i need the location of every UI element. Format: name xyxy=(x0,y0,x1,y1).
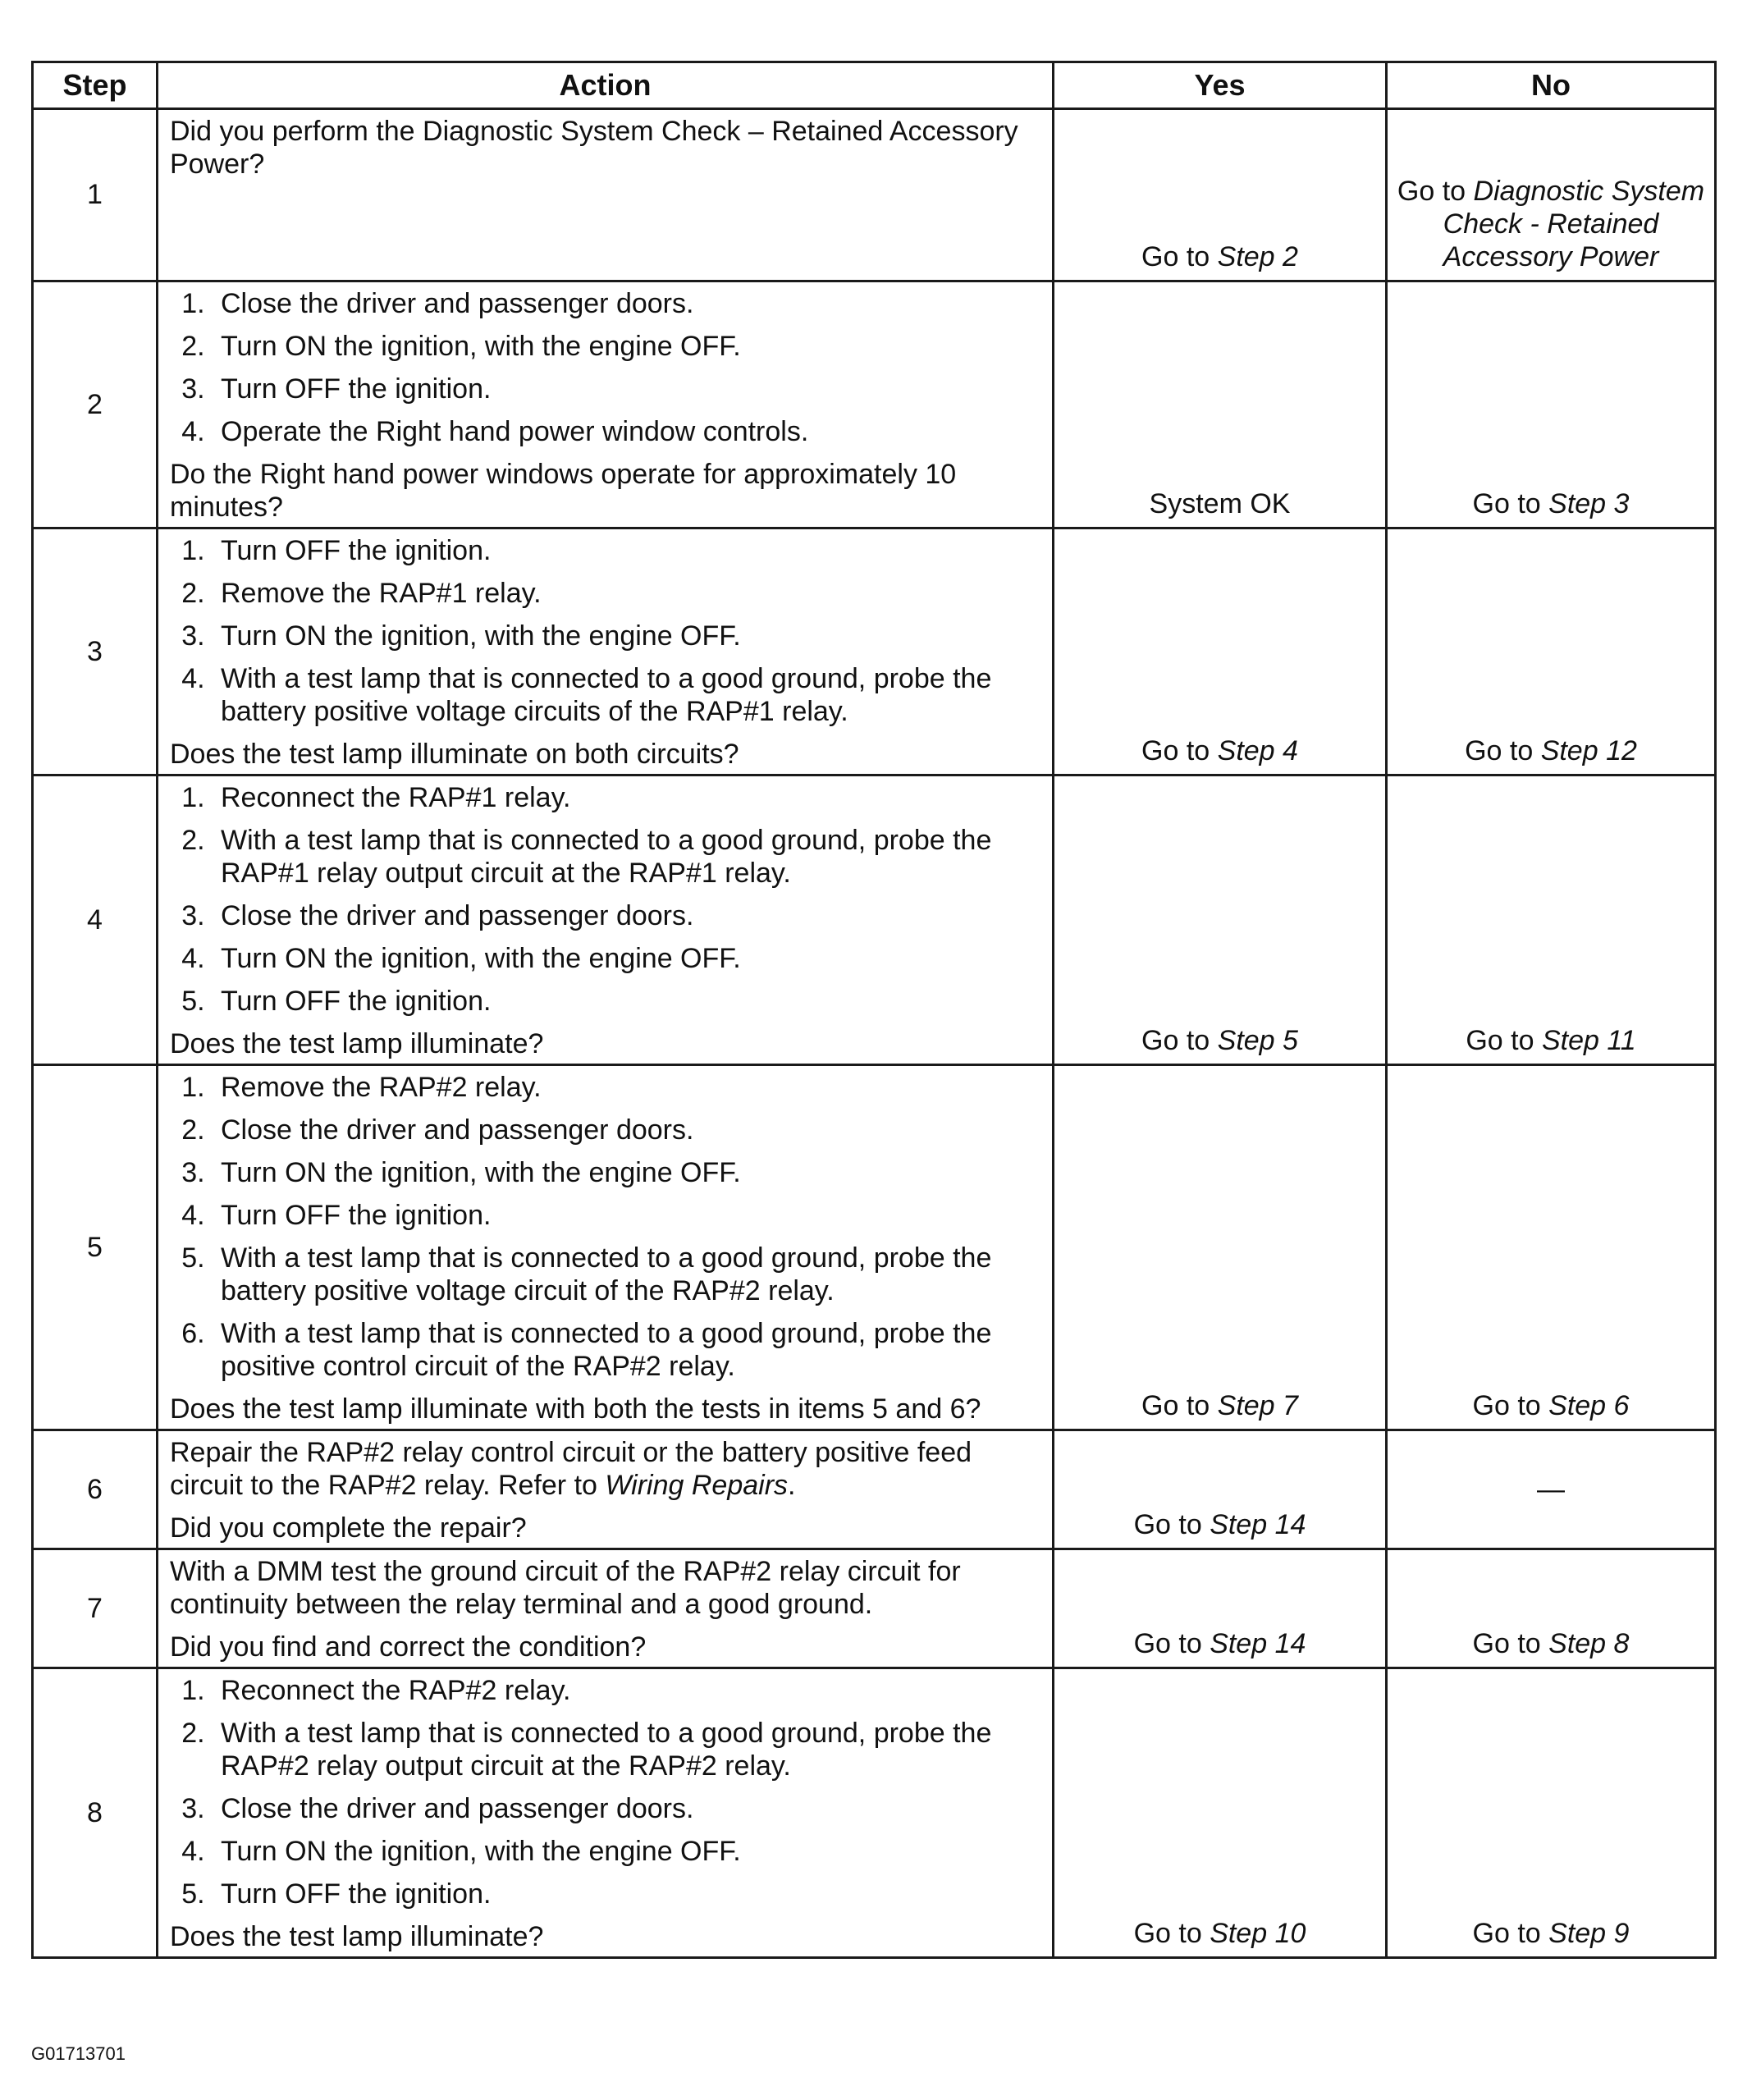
yes-result xyxy=(1054,1668,1387,1958)
action-step-item: 2. Turn ON the ignition, with the engine OFF. xyxy=(213,330,1040,363)
step-number: 5 xyxy=(33,1065,158,1430)
no-step-reference: Step 3 xyxy=(1548,488,1630,519)
action-intro xyxy=(170,1436,1040,1502)
yes-result xyxy=(1054,1430,1387,1549)
wiring-repairs-reference: Wiring Repairs xyxy=(605,1470,789,1501)
step-number: 4 xyxy=(33,775,158,1065)
action-step-item: 5. Turn OFF the ignition. xyxy=(213,1878,1040,1910)
yes-prefix: Go to xyxy=(1141,1025,1218,1056)
no-result xyxy=(1387,1065,1716,1430)
yes-step-reference: Step 14 xyxy=(1210,1509,1306,1540)
diagnostic-table xyxy=(31,61,1717,1959)
action-cell xyxy=(158,775,1054,1065)
yes-step-reference: Step 14 xyxy=(1210,1628,1306,1659)
action-intro xyxy=(170,115,1040,181)
action-step-item: 4. Turn ON the ignition, with the engine OFF. xyxy=(213,1835,1040,1868)
yes-step-reference: Step 2 xyxy=(1217,241,1298,272)
action-step-item: 1. Turn OFF the ignition. xyxy=(213,534,1040,567)
yes-prefix: Go to xyxy=(1133,1509,1210,1540)
no-prefix: Go to xyxy=(1397,176,1474,207)
no-prefix: — xyxy=(1537,1474,1565,1505)
action-steps-list xyxy=(170,287,1040,448)
action-steps-list xyxy=(170,1071,1040,1383)
action-step-item: 3. Close the driver and passenger doors. xyxy=(213,899,1040,932)
action-question: Did you find and correct the condition? xyxy=(170,1631,647,1663)
action-step-item: 4. With a test lamp that is connected to a good ground, probe the battery positive voltage circuits of the RAP#1 relay. xyxy=(213,662,1040,728)
table-row xyxy=(33,109,1716,281)
action-step-item: 3. Turn OFF the ignition. xyxy=(213,373,1040,405)
action-step-item: 2. With a test lamp that is connected to a good ground, probe the RAP#1 relay output circuit at the RAP#1 relay. xyxy=(213,824,1040,890)
step-number: 6 xyxy=(33,1430,158,1549)
action-cell xyxy=(158,281,1054,528)
action-question: Does the test lamp illuminate with both the tests in items 5 and 6? xyxy=(170,1393,981,1425)
header-row xyxy=(33,62,1716,109)
action-step-item: 1. Remove the RAP#2 relay. xyxy=(213,1071,1040,1104)
action-step-item: 1. Reconnect the RAP#2 relay. xyxy=(213,1674,1040,1707)
yes-prefix: Go to xyxy=(1141,241,1218,272)
action-step-item: 2. With a test lamp that is connected to a good ground, probe the RAP#2 relay output circuit at the RAP#2 relay. xyxy=(213,1717,1040,1782)
action-intro-text: Did you perform the Diagnostic System Check – Retained Accessory Power? xyxy=(170,116,1018,180)
yes-prefix: System OK xyxy=(1149,488,1291,519)
yes-step-reference: Step 7 xyxy=(1217,1390,1298,1421)
action-step-item: 2. Close the driver and passenger doors. xyxy=(213,1114,1040,1146)
no-result xyxy=(1387,1430,1716,1549)
action-question: Did you complete the repair? xyxy=(170,1512,527,1544)
action-cell xyxy=(158,109,1054,281)
no-prefix: Go to xyxy=(1472,1390,1549,1421)
yes-prefix: Go to xyxy=(1133,1628,1210,1659)
no-step-reference: Step 9 xyxy=(1548,1918,1630,1949)
no-step-reference: Step 8 xyxy=(1548,1628,1630,1659)
action-question: Does the test lamp illuminate? xyxy=(170,1028,544,1059)
figure-id: G01713701 xyxy=(31,2043,126,2064)
action-intro-text: Repair the RAP#2 relay control circuit or the battery positive feed circuit to the RAP#2 relay. Refer to xyxy=(170,1437,972,1501)
no-result xyxy=(1387,281,1716,528)
no-prefix: Go to xyxy=(1472,488,1549,519)
yes-prefix: Go to xyxy=(1133,1918,1210,1949)
yes-result xyxy=(1054,281,1387,528)
step-number: 3 xyxy=(33,528,158,775)
action-step-item: 3. Turn ON the ignition, with the engine OFF. xyxy=(213,620,1040,652)
table-row xyxy=(33,528,1716,775)
step-number: 7 xyxy=(33,1549,158,1668)
action-intro-end: . xyxy=(788,1470,796,1501)
table-row xyxy=(33,775,1716,1065)
yes-result xyxy=(1054,775,1387,1065)
action-step-item: 6. With a test lamp that is connected to a good ground, probe the positive control circuit of the RAP#2 relay. xyxy=(213,1317,1040,1383)
action-step-item: 1. Close the driver and passenger doors. xyxy=(213,287,1040,320)
header-yes: Yes xyxy=(1054,62,1387,109)
table-row xyxy=(33,1668,1716,1958)
action-steps-list xyxy=(170,534,1040,728)
action-step-item: 1. Reconnect the RAP#1 relay. xyxy=(213,781,1040,814)
no-result xyxy=(1387,1549,1716,1668)
header-no: No xyxy=(1387,62,1716,109)
step-number: 2 xyxy=(33,281,158,528)
action-step-item: 4. Operate the Right hand power window controls. xyxy=(213,415,1040,448)
yes-result xyxy=(1054,1549,1387,1668)
action-step-item: 2. Remove the RAP#1 relay. xyxy=(213,577,1040,610)
table-row xyxy=(33,1065,1716,1430)
step-number: 8 xyxy=(33,1668,158,1958)
action-steps-list xyxy=(170,781,1040,1018)
action-intro xyxy=(170,1555,1040,1621)
no-step-reference: Step 12 xyxy=(1540,735,1637,766)
no-prefix: Go to xyxy=(1466,1025,1542,1056)
yes-prefix: Go to xyxy=(1141,735,1218,766)
action-cell xyxy=(158,1668,1054,1958)
yes-result xyxy=(1054,109,1387,281)
action-intro-text: With a DMM test the ground circuit of the RAP#2 relay circuit for continuity between the relay terminal and a good ground. xyxy=(170,1556,961,1620)
no-result xyxy=(1387,528,1716,775)
action-question: Do the Right hand power windows operate for approximately 10 minutes? xyxy=(170,459,957,523)
step-number: 1 xyxy=(33,109,158,281)
yes-prefix: Go to xyxy=(1141,1390,1218,1421)
action-steps-list xyxy=(170,1674,1040,1910)
yes-result xyxy=(1054,1065,1387,1430)
yes-step-reference: Step 10 xyxy=(1210,1918,1306,1949)
no-step-reference: Diagnostic System Check - Retained Accessory Power xyxy=(1443,176,1705,272)
action-cell xyxy=(158,528,1054,775)
no-result xyxy=(1387,775,1716,1065)
action-step-item: 4. Turn OFF the ignition. xyxy=(213,1199,1040,1232)
yes-step-reference: Step 4 xyxy=(1217,735,1298,766)
yes-result xyxy=(1054,528,1387,775)
yes-step-reference: Step 5 xyxy=(1217,1025,1298,1056)
no-prefix: Go to xyxy=(1472,1918,1549,1949)
table-row xyxy=(33,1430,1716,1549)
no-result xyxy=(1387,109,1716,281)
table-body xyxy=(33,109,1716,1958)
no-step-reference: Step 11 xyxy=(1541,1025,1636,1056)
action-question: Does the test lamp illuminate? xyxy=(170,1921,544,1952)
action-step-item: 4. Turn ON the ignition, with the engine OFF. xyxy=(213,942,1040,975)
action-cell xyxy=(158,1549,1054,1668)
no-step-reference: Step 6 xyxy=(1548,1390,1630,1421)
action-step-item: 5. With a test lamp that is connected to a good ground, probe the battery positive voltage circuit of the RAP#2 relay. xyxy=(213,1242,1040,1307)
action-step-item: 3. Close the driver and passenger doors. xyxy=(213,1792,1040,1825)
no-prefix: Go to xyxy=(1472,1628,1549,1659)
header-step: Step xyxy=(33,62,158,109)
header-action: Action xyxy=(158,62,1054,109)
action-cell xyxy=(158,1430,1054,1549)
action-question: Does the test lamp illuminate on both circuits? xyxy=(170,739,739,770)
no-result xyxy=(1387,1668,1716,1958)
action-cell xyxy=(158,1065,1054,1430)
table-row xyxy=(33,1549,1716,1668)
action-step-item: 5. Turn OFF the ignition. xyxy=(213,985,1040,1018)
table-row xyxy=(33,281,1716,528)
no-prefix: Go to xyxy=(1465,735,1541,766)
action-step-item: 3. Turn ON the ignition, with the engine OFF. xyxy=(213,1156,1040,1189)
